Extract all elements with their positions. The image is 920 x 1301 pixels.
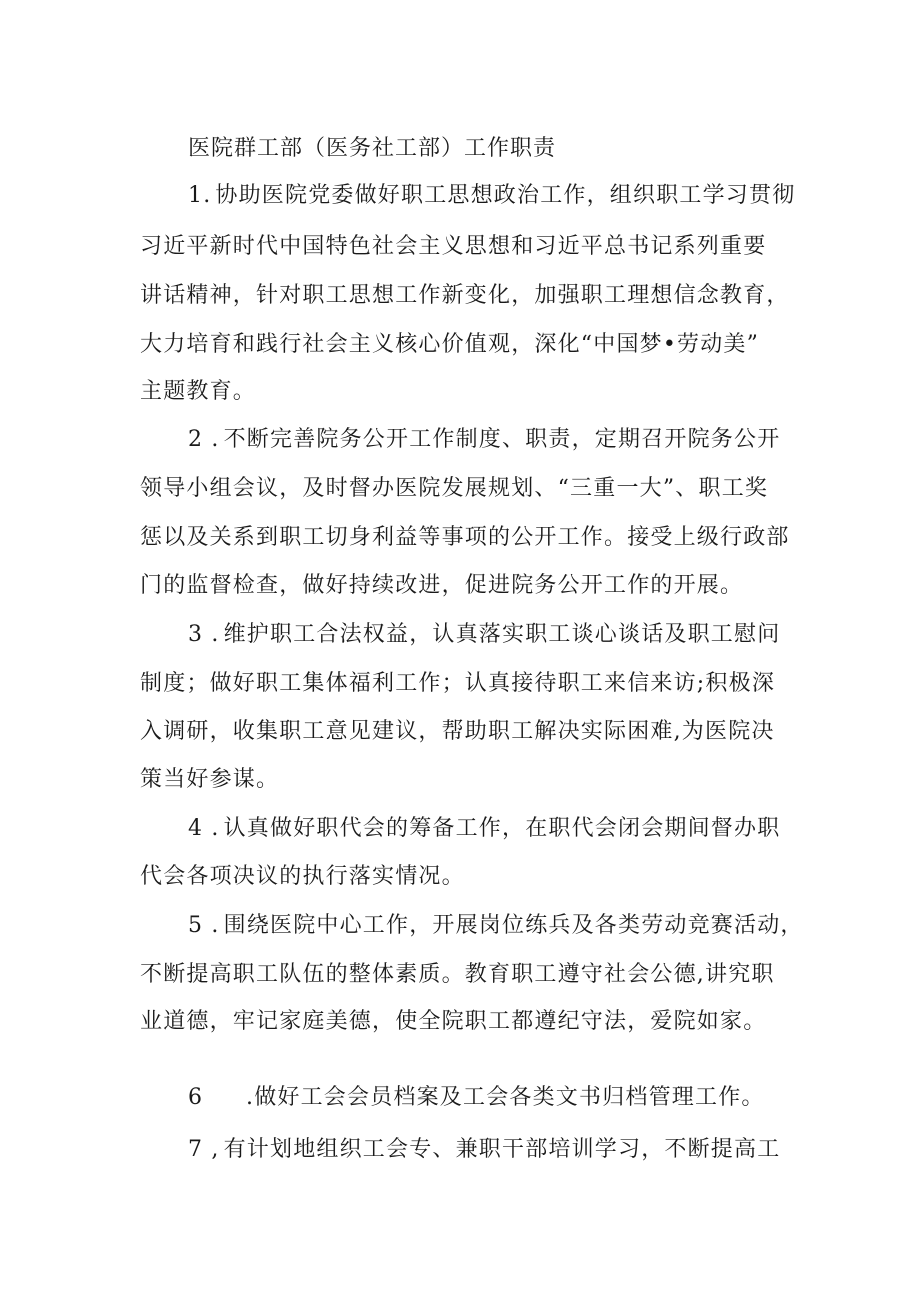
item-text: 不断完善院务公开工作制度、职责，定期召开院务公开 [223, 427, 781, 452]
item-number: 2 . [188, 427, 220, 452]
item-3-line-1 [188, 620, 800, 650]
item-5-line-1 [188, 911, 804, 941]
item-text: 围绕医院中心工作，开展岗位练兵及各类劳动竞赛活动， [223, 913, 804, 938]
item-text: .做好工会会员档案及工会各类文书归档管理工作。 [246, 1085, 765, 1110]
item-4-line-1 [188, 814, 800, 844]
item-number: 4 . [188, 816, 220, 841]
item-text: 维护职工合法权益，认真落实职工谈心谈话及职工慰问 [223, 622, 781, 647]
item-6-line-1 [188, 1083, 800, 1113]
item-3-line-3: 入调研，收集职工意见建议，帮助职工解决实际困难,为医院决 [140, 719, 775, 744]
item-2-line-3: 惩以及关系到职工切身利益等事项的公开工作。接受上级行政部 [140, 525, 790, 550]
item-4-line-2: 代会各项决议的执行落实情况。 [140, 864, 465, 889]
item-text: 有计划地组织工会专、兼职干部培训学习，不断提高工 [223, 1137, 781, 1162]
item-number: 7 , [188, 1137, 220, 1162]
item-3-line-4: 策当好参谋。 [140, 767, 280, 792]
item-1-line-5: 主题教育。 [140, 379, 257, 404]
item-1-line-3: 讲话精神，针对职工思想工作新变化，加强职工理想信念教育， [140, 283, 790, 308]
item-7-line-1 [188, 1135, 800, 1165]
item-2-line-2: 领导小组会议，及时督办医院发展规划、“三重一大”、职工奖 [140, 476, 769, 501]
item-1-line-4: 大力培育和践行社会主义核心价值观，深化“中国梦•劳动美” [140, 332, 760, 357]
item-5-line-2: 不断提高职工队伍的整体素质。教育职工遵守社会公德,讲究职 [140, 962, 775, 987]
item-text: 协助医院党委做好职工思想政治工作，组织职工学习贯彻 [215, 183, 796, 208]
item-number: 6 [188, 1085, 204, 1110]
item-5-line-3: 业道德，牢记家庭美德，使全院职工都遵纪守法，爱院如家。 [140, 1009, 767, 1034]
item-3-line-2: 制度；做好职工集体福利工作；认真接待职工来信来访;积极深 [140, 671, 776, 696]
item-2-line-4: 门的监督检查，做好持续改进，促进院务公开工作的开展。 [140, 573, 744, 598]
item-1-line-2: 习近平新时代中国特色社会主义思想和习近平总书记系列重要 [140, 234, 767, 259]
item-2-line-1 [188, 425, 800, 455]
item-number: 5 . [188, 913, 220, 938]
item-text: 认真做好职代会的筹备工作，在职代会闭会期间督办职 [223, 816, 781, 841]
document-title: 医院群工部（医务社工部）工作职责 [188, 136, 557, 161]
item-number: 1. [188, 183, 212, 208]
item-number: 3 . [188, 622, 220, 647]
item-1-line-1 [188, 181, 800, 211]
